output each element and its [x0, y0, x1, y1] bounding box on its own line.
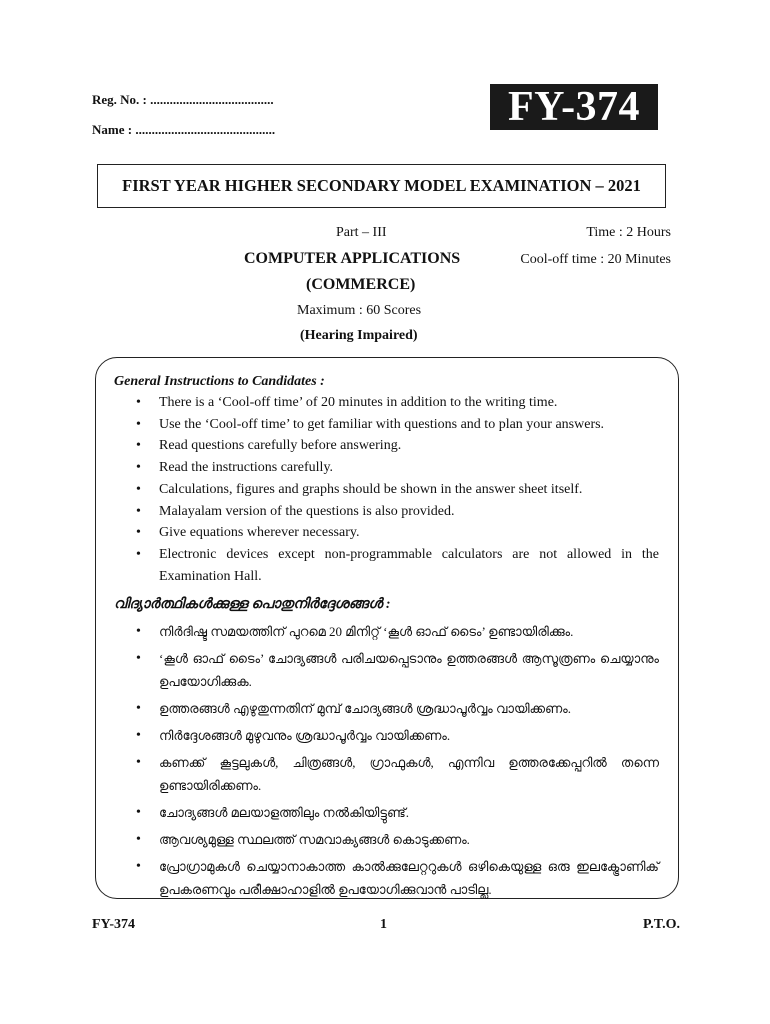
exam-title: FIRST YEAR HIGHER SECONDARY MODEL EXAMINATION – 2021 — [97, 164, 666, 208]
malayalam-instruction-item: • നിർദിഷ്ട സമയത്തിന് പുറമെ 20 മിനിറ്റ് ‘കൂൾ ഓഫ് ടൈം’ ഉണ്ടായിരിക്കും. — [114, 620, 659, 643]
instruction-item: • Read the instructions carefully. — [114, 457, 659, 479]
malayalam-instruction-item: • ‘കൂൾ ഓഫ് ടൈം’ ചോദ്യങ്ങൾ പരിചയപ്പെടാനും ഉത്തരങ്ങൾ ആസൂത്രണം ചെയ്യാനും ഉപയോഗിക്കുക. — [114, 647, 659, 693]
paper-code-badge: FY-374 — [490, 84, 658, 130]
malayalam-instructions-list — [114, 620, 659, 905]
max-scores-label: Maximum : 60 Scores — [297, 303, 422, 318]
instruction-item: • Calculations, figures and graphs should be shown in the answer sheet itself. — [114, 479, 659, 501]
name-field: Name : ........................................... — [92, 122, 276, 137]
category-label: (Hearing Impaired) — [300, 328, 418, 343]
malayalam-instruction-item: • നിർദ്ദേശങ്ങൾ മുഴുവനും ശ്രദ്ധാപൂർവ്വം വായിക്കണം. — [114, 724, 659, 747]
part-label: Part – III — [336, 225, 387, 240]
instructions-list — [114, 392, 659, 587]
instruction-item: • Read questions carefully before answering. — [114, 435, 659, 457]
instruction-item: • There is a ‘Cool-off time’ of 20 minutes in addition to the writing time. — [114, 392, 659, 414]
malayalam-instruction-item: • ചോദ്യങ്ങൾ മലയാളത്തിലും നൽകിയിട്ടുണ്ട്. — [114, 801, 659, 824]
cool-off-label: Cool-off time : 20 Minutes — [520, 252, 671, 267]
instruction-item: • Electronic devices except non-programmable calculators are not allowed in the Examination Hall. — [114, 544, 659, 587]
footer-page-number: 1 — [380, 917, 387, 932]
instruction-item: • Give equations wherever necessary. — [114, 522, 659, 544]
subject-title: COMPUTER APPLICATIONS — [244, 250, 461, 267]
reg-no-field: Reg. No. : ...................................... — [92, 92, 274, 107]
malayalam-instruction-item: • പ്രോഗ്രാമുകൾ ചെയ്യാനാകാത്ത കാൽക്കുലേറ്ററുകൾ ഒഴികെയുള്ള ഒരു ഇലക്ട്രോണിക് ഉപകരണവും പരീക്ഷാഹാളിൽ ഉപയോഗിക്കുവാൻ പാടില്ല. — [114, 855, 659, 901]
malayalam-instruction-item: • ഉത്തരങ്ങൾ എഴുതുന്നതിന് മുമ്പ് ചോദ്യങ്ങൾ ശ്രദ്ധാപൂർവ്വം വായിക്കണം. — [114, 697, 659, 720]
instruction-item: • Malayalam version of the questions is also provided. — [114, 501, 659, 523]
malayalam-instruction-item: • ആവശ്യമുള്ള സ്ഥലത്ത് സമവാക്യങ്ങൾ കൊടുക്കണം. — [114, 828, 659, 851]
malayalam-instruction-item: • കണക്ക് കൂട്ടലുകൾ, ചിത്രങ്ങൾ, ഗ്രാഫുകൾ, എന്നിവ ഉത്തരക്കേപ്പറിൽ തന്നെ ഉണ്ടായിരിക്കണം. — [114, 751, 659, 797]
stream-label: (COMMERCE) — [306, 276, 416, 293]
footer-paper-code: FY-374 — [92, 917, 136, 932]
malayalam-instructions-heading: വിദ്യാർത്ഥികൾക്കുള്ള പൊതുനിർദ്ദേശങ്ങൾ : — [114, 597, 391, 612]
time-label: Time : 2 Hours — [586, 225, 671, 240]
instructions-heading: General Instructions to Candidates : — [114, 374, 325, 389]
footer-pto: P.T.O. — [643, 917, 680, 932]
instruction-item: • Use the ‘Cool-off time’ to get familiar with questions and to plan your answers. — [114, 414, 659, 436]
